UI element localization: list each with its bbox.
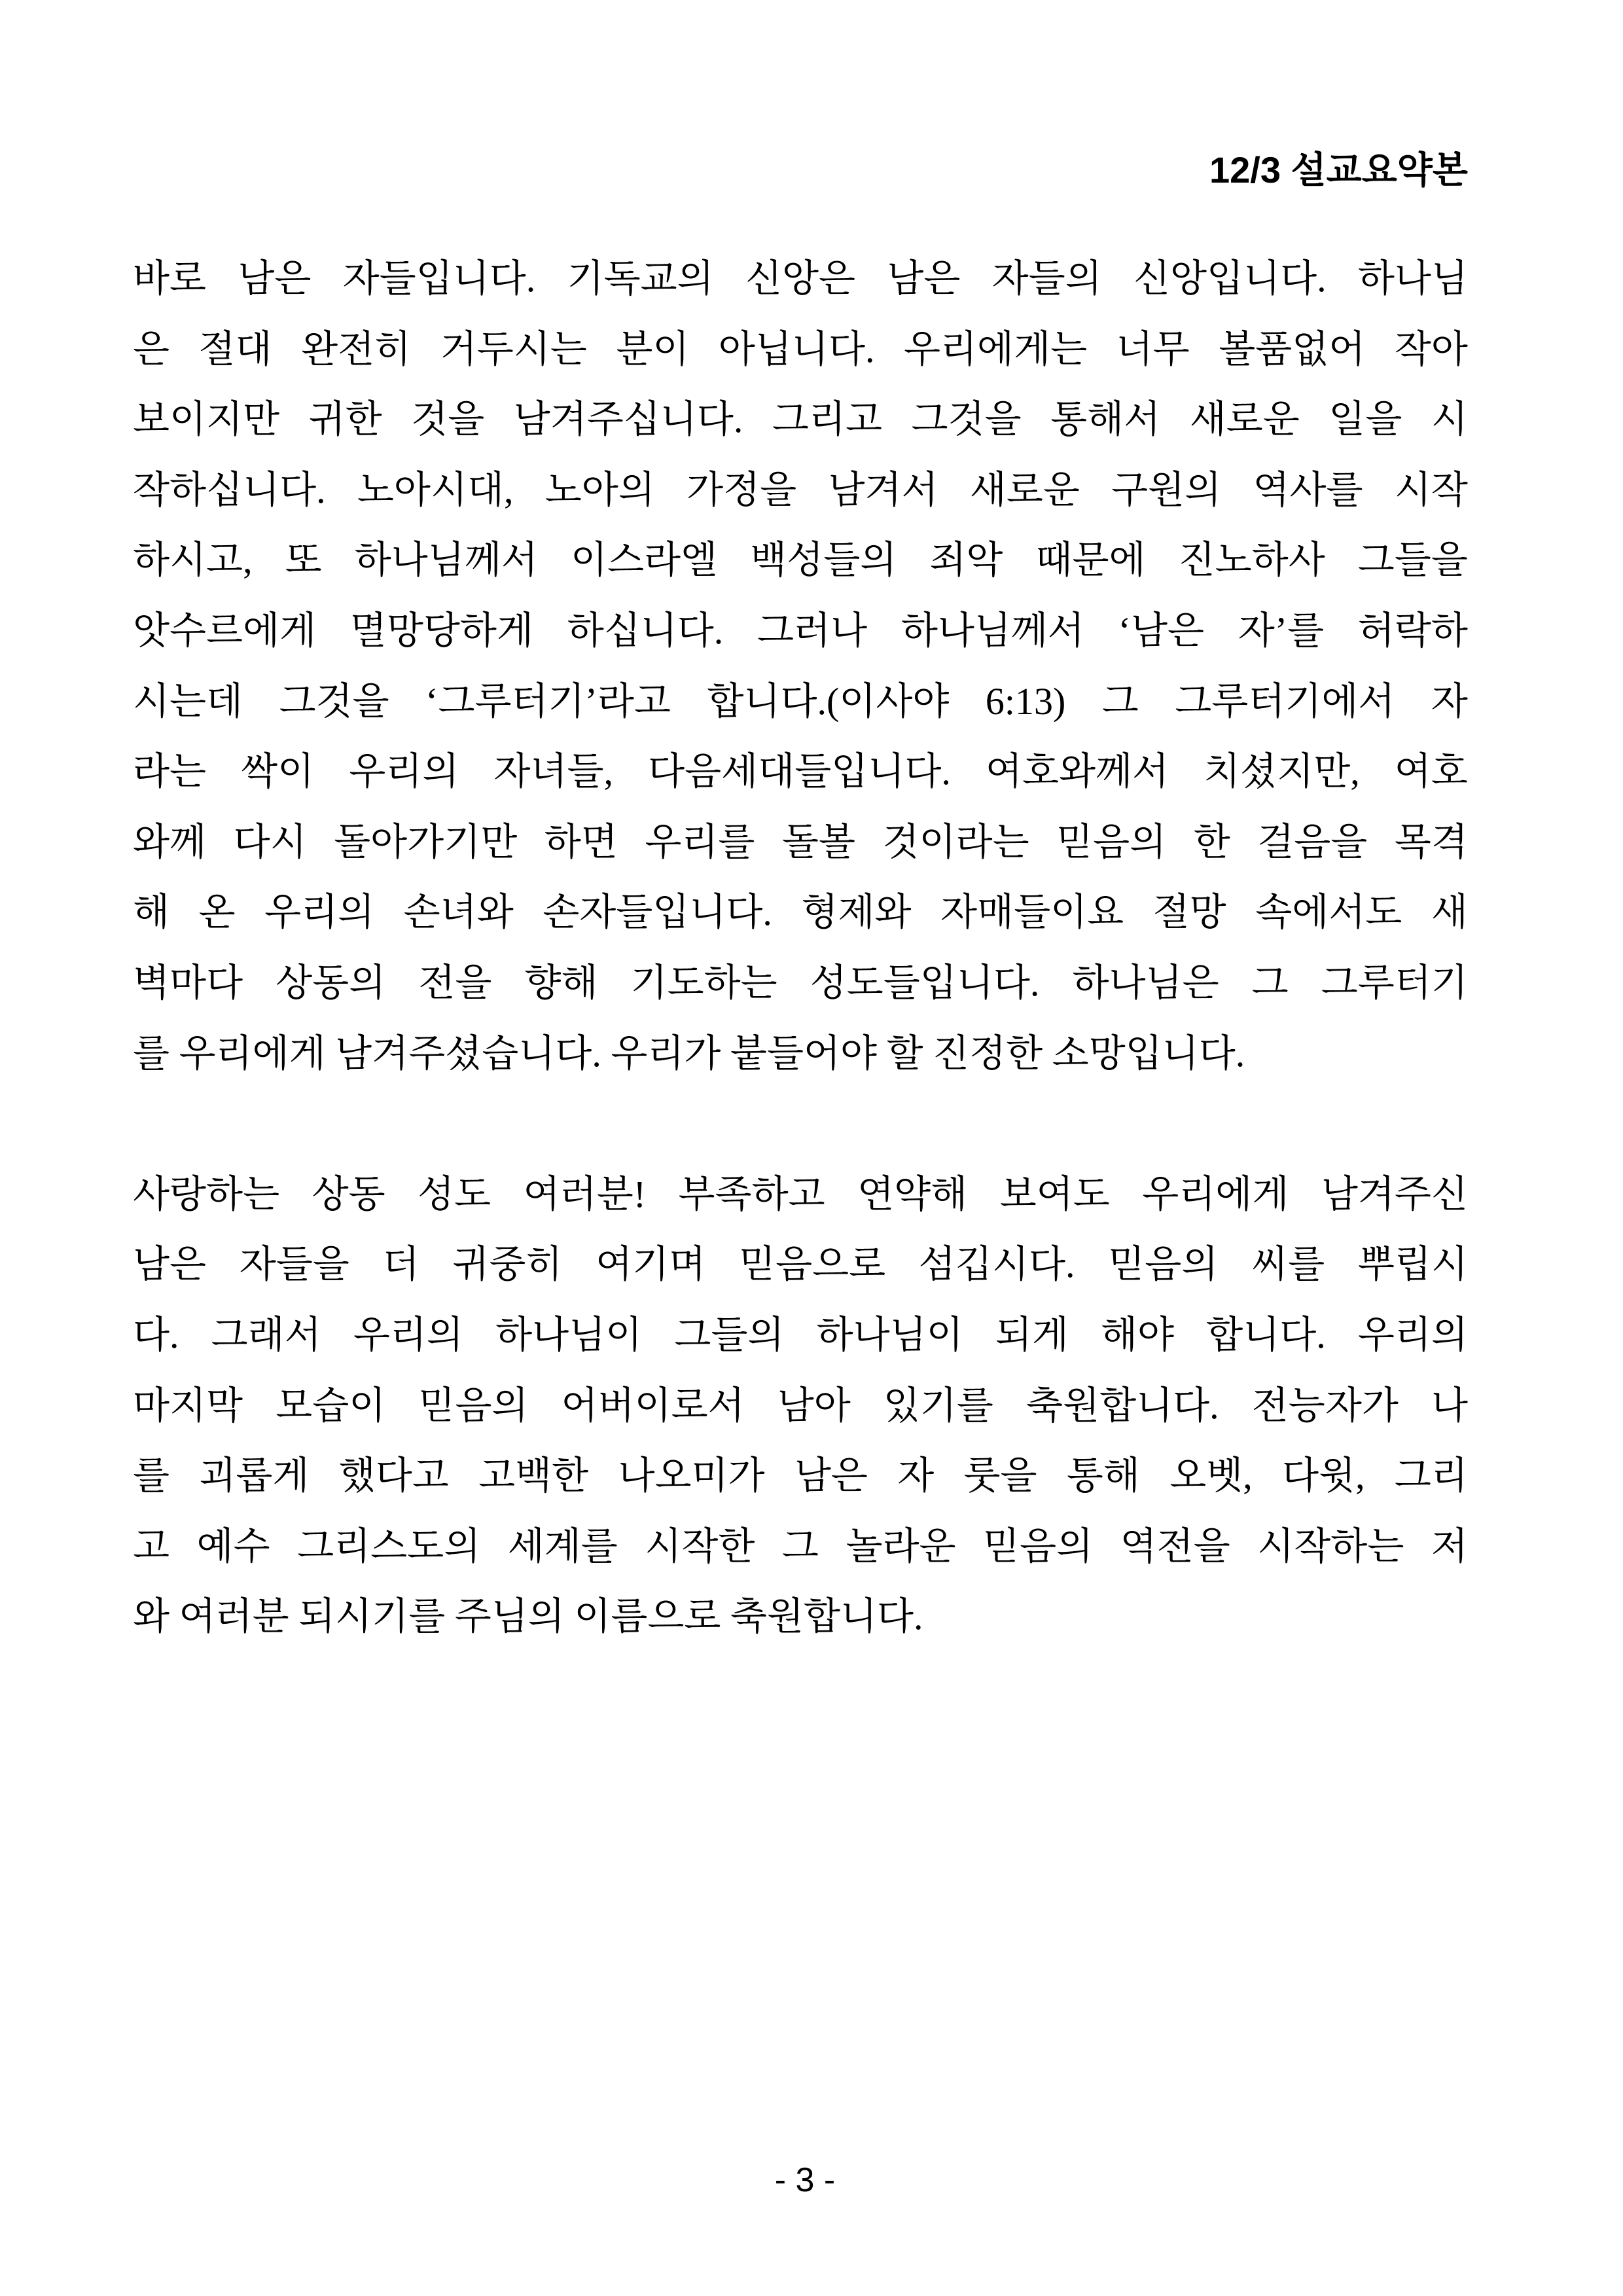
text-line: 를 괴롭게 했다고 고백한 나오미가 남은 자 룻을 통해 오벳, 다윗, 그리 bbox=[133, 1454, 1468, 1498]
text-line: 마지막 모습이 믿음의 어버이로서 남아 있기를 축원합니다. 전능자가 나 bbox=[133, 1384, 1468, 1427]
page-number: - 3 - bbox=[774, 2161, 836, 2199]
text-line: 다. 그래서 우리의 하나님이 그들의 하나님이 되게 해야 합니다. 우리의 bbox=[133, 1313, 1468, 1356]
text-line: 은 절대 완전히 거두시는 분이 아닙니다. 우리에게는 너무 볼품없어 작아 bbox=[133, 327, 1468, 370]
text-line: 보이지만 귀한 것을 남겨주십니다. 그리고 그것을 통해서 새로운 일을 시 bbox=[133, 398, 1468, 441]
text-line: 와께 다시 돌아가기만 하면 우리를 돌볼 것이라는 믿음의 한 걸음을 목격 bbox=[133, 820, 1468, 863]
text-line: 바로 남은 자들입니다. 기독교의 신앙은 남은 자들의 신앙입니다. 하나님 bbox=[133, 257, 1468, 300]
paragraph bbox=[133, 1159, 1468, 1652]
text-line: 벽마다 상동의 전을 향해 기도하는 성도들입니다. 하나님은 그 그루터기 bbox=[133, 961, 1468, 1004]
paragraph-spacer bbox=[133, 1088, 1468, 1159]
page-header bbox=[133, 149, 1468, 191]
text-line: 라는 싹이 우리의 자녀들, 다음세대들입니다. 여호와께서 치셨지만, 여호 bbox=[133, 750, 1468, 793]
text-line: 하시고, 또 하나님께서 이스라엘 백성들의 죄악 때문에 진노하사 그들을 bbox=[133, 539, 1468, 582]
text-line: 작하십니다. 노아시대, 노아의 가정을 남겨서 새로운 구원의 역사를 시작 bbox=[133, 468, 1468, 511]
header-title: 12/3 설교요약본 bbox=[1209, 149, 1468, 190]
text-line: 해 온 우리의 손녀와 손자들입니다. 형제와 자매들이요 절망 속에서도 새 bbox=[133, 891, 1468, 934]
document-body bbox=[133, 243, 1468, 1652]
text-line: 앗수르에게 멸망당하게 하십니다. 그러나 하나님께서 ‘남은 자’를 허락하 bbox=[133, 609, 1468, 652]
text-line: 를 우리에게 남겨주셨습니다. 우리가 붙들어야 할 진정한 소망입니다. bbox=[133, 1031, 1245, 1075]
page-footer bbox=[0, 2161, 1616, 2200]
text-line: 와 여러분 되시기를 주님의 이름으로 축원합니다. bbox=[133, 1595, 923, 1638]
text-line: 시는데 그것을 ‘그루터기’라고 합니다.(이사야 6:13) 그 그루터기에서 자 bbox=[133, 679, 1468, 723]
paragraph bbox=[133, 243, 1468, 1088]
text-line: 고 예수 그리스도의 세계를 시작한 그 놀라운 믿음의 역전을 시작하는 저 bbox=[133, 1524, 1468, 1568]
text-line: 사랑하는 상동 성도 여러분! 부족하고 연약해 보여도 우리에게 남겨주신 bbox=[133, 1172, 1468, 1215]
text-line: 남은 자들을 더 귀중히 여기며 믿음으로 섬깁시다. 믿음의 씨를 뿌립시 bbox=[133, 1243, 1468, 1286]
